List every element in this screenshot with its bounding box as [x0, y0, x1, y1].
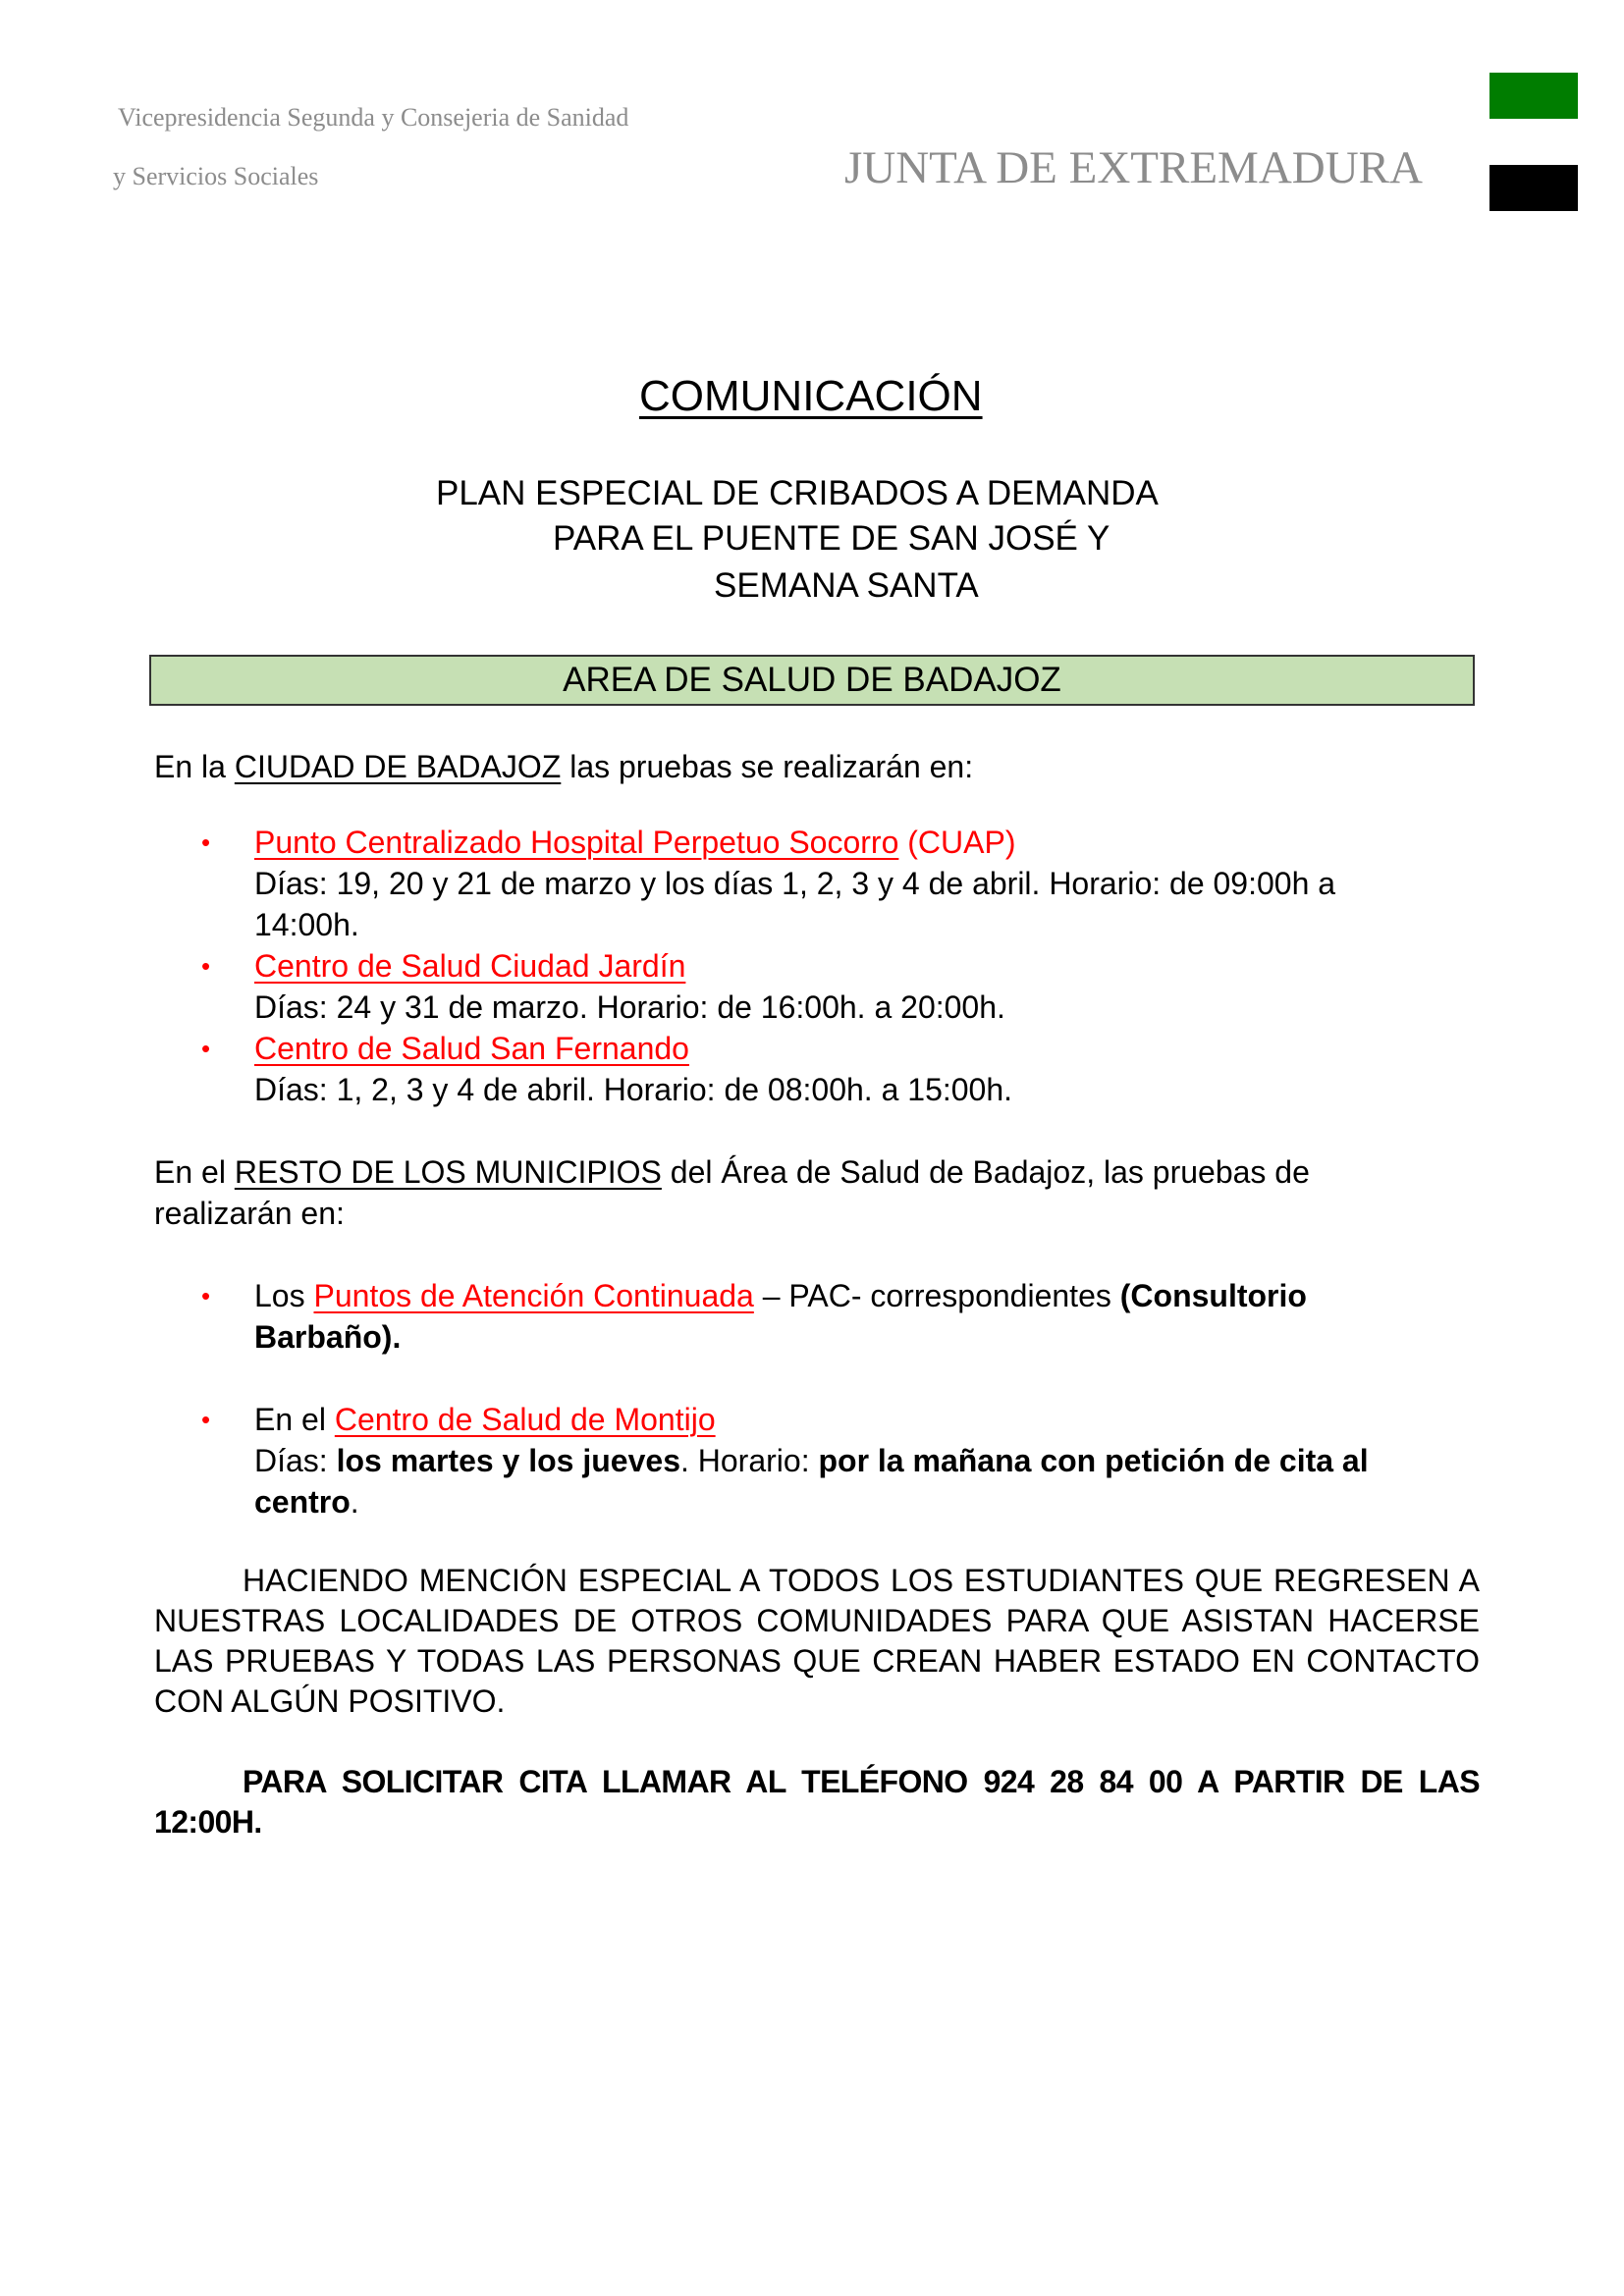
flag-green-stripe [1489, 73, 1578, 119]
bullet-icon: • [201, 1405, 211, 1434]
org-name-line1: Vicepresidencia Segunda y Consejeria de Sanidad [118, 103, 629, 132]
location-details: Días: 24 y 31 de marzo. Horario: de 16:00h. a 20:00h. [254, 989, 1005, 1025]
bullet-icon: • [201, 828, 211, 857]
period: . [350, 1484, 359, 1520]
subtitle-line-3: SEMANA SANTA [714, 566, 979, 605]
rest-intro-line2: realizarán en: [154, 1196, 345, 1231]
hours-label: . Horario: [679, 1443, 819, 1478]
rest-intro [154, 1151, 1310, 1193]
item-bold-line2: Barbaño). [254, 1319, 402, 1355]
location-link[interactable]: Puntos de Atención Continuada [313, 1278, 754, 1313]
days-value: los martes y los jueves [336, 1443, 680, 1478]
location-link[interactable]: Centro de Salud San Fernando [254, 1031, 689, 1066]
location-link[interactable]: Punto Centralizado Hospital Perpetuo Socorro [254, 825, 899, 860]
city-intro [154, 746, 973, 787]
location-link[interactable]: Centro de Salud Ciudad Jardín [254, 948, 686, 984]
location-link[interactable]: Centro de Salud de Montijo [334, 1402, 716, 1437]
area-heading-box [149, 655, 1475, 706]
list-item [254, 1028, 689, 1069]
rest-intro-after: del Área de Salud de Badajoz, las pruebas de [661, 1154, 1310, 1190]
rest-link: RESTO DE LOS MUNICIPIOS [234, 1154, 662, 1190]
list-item [254, 945, 685, 987]
location-suffix: (CUAP) [898, 825, 1016, 860]
hours-value: por la mañana con petición de cita al [818, 1443, 1369, 1478]
special-mention-paragraph: HACIENDO MENCIÓN ESPECIAL A TODOS LOS ESTUDIANTES QUE REGRESEN A NUESTRAS LOCALIDADES DE OTROS COMUNIDADES PARA QUE ASISTAN HACERSE LAS PRUEBAS Y TODAS LAS PERSONAS QUE CREAN HABER ESTADO EN CONTACTO CON ALGÚN POSITIVO. [154, 1563, 1480, 1719]
item-middle: – PAC- correspondientes [753, 1278, 1120, 1313]
rest-intro-before: En el [154, 1154, 235, 1190]
area-heading: AREA DE SALUD DE BADAJOZ [563, 661, 1061, 699]
city-link: CIUDAD DE BADAJOZ [234, 749, 562, 784]
location-details [254, 1440, 1369, 1481]
list-item [254, 822, 1015, 863]
hours-value-cont: centro [254, 1484, 351, 1520]
item-prefix: Los [254, 1278, 314, 1313]
location-details-line2 [254, 1481, 359, 1522]
location-details: Días: 1, 2, 3 y 4 de abril. Horario: de 08:00h. a 15:00h. [254, 1072, 1013, 1107]
org-name-line2: y Servicios Sociales [113, 162, 319, 190]
item-prefix: En el [254, 1402, 335, 1437]
list-item [254, 1275, 1307, 1316]
brand-name: JUNTA DE EXTREMADURA [844, 142, 1423, 193]
days-label: Días: [254, 1443, 337, 1478]
subtitle-line-2: PARA EL PUENTE DE SAN JOSÉ Y [553, 519, 1110, 558]
city-intro-before: En la [154, 749, 235, 784]
city-intro-after: las pruebas se realizarán en: [561, 749, 974, 784]
bullet-icon: • [201, 1034, 211, 1063]
subtitle-line-1: PLAN ESPECIAL DE CRIBADOS A DEMANDA [436, 474, 1159, 512]
item-bold: (Consultorio [1119, 1278, 1307, 1313]
location-details: Días: 19, 20 y 21 de marzo y los días 1, 2, 3 y 4 de abril. Horario: de 09:00h a [254, 866, 1336, 901]
page-title: COMUNICACIÓN [639, 372, 983, 420]
bullet-icon: • [201, 951, 211, 981]
call-to-action: PARA SOLICITAR CITA LLAMAR AL TELÉFONO 924 28 84 00 A PARTIR DE LAS 12:00H. [154, 1764, 1480, 1840]
location-details: 14:00h. [254, 907, 359, 942]
bullet-icon: • [201, 1281, 211, 1310]
list-item [254, 1399, 716, 1440]
flag-black-stripe [1489, 165, 1578, 211]
